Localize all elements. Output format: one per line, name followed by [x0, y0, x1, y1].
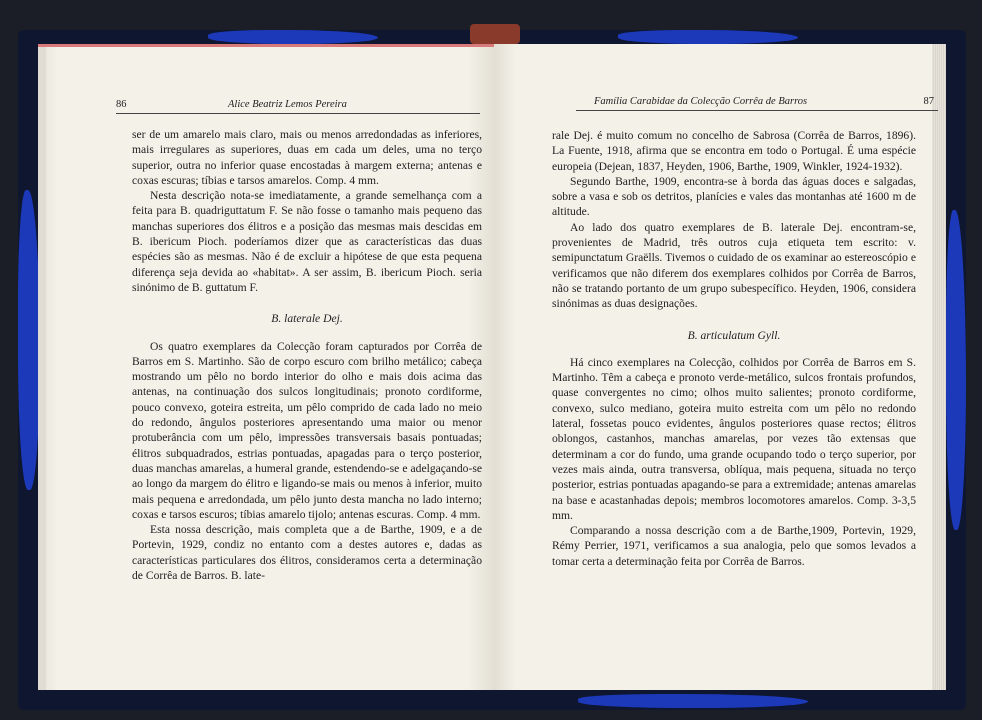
paragraph: ser de um amarelo mais claro, mais ou menos arredondadas as inferiores, mais irregulares as superiores, duas em cada um deles, uma no terço superior, outra no inferior quase encostadas à margem externa; antenas e coxas escuras; tíbias e tarsos amarelos. Comp. 4 mm.: [132, 128, 482, 187]
page-edge: [38, 47, 46, 690]
cover-pattern: [578, 694, 808, 708]
book-spine-top: [470, 24, 520, 44]
running-header: [116, 99, 480, 114]
paragraph: Comparando a nossa descrição com a de Barthe,1909, Portevin, 1929, Rémy Perrier, 1971, verificamos a sua analogia, pelo que somos levados a tomar certa a determinação feita por Corrêa de Barros.: [552, 524, 916, 568]
body-text: [132, 127, 482, 583]
running-head-title: Família Carabidae da Colecção Corrêa de Barros: [594, 96, 808, 107]
paragraph: Esta nossa descrição, mais completa que a de Barthe, 1909, e a de Portevin, 1929, condiz no entanto com a destes autores e, dadas as características particulares dos élitros, consideramos certa a determinação de Corrêa de Barros. B. late-: [132, 523, 482, 583]
paragraph: Há cinco exemplares na Colecção, colhidos por Corrêa de Barros em S. Martinho. Têm a cabeça e pronoto verde-metálico, sulcos frontais profundos, quase convergentes no cimo; olhos muito salientes; pronoto cordiforme, convexo, sulco mediano, goteira muito estreita com um pêlo no redondo lateral, fossetas pouco evidentes, ângulos posteriores quase rectos; élitros oblongos, castanhos, manchas amarelas, por vezes tão extensas que determinam a cor do fundo, uma grande ocupando todo o terço superior, por vezes mais ainda, outra transversa, oblíqua, mais pequena, situada no terço posterior, estrias pontuadas apagando-se para a extremidade; antenas amarelas na base e acastanhadas depois; membros locomotores amarelos. Comp. 3-3,5 mm.: [552, 355, 916, 522]
section-heading: B. laterale Dej.: [271, 312, 343, 326]
paragraph: Segundo Barthe, 1909, encontra-se à borda das águas doces e salgadas, sobre a vasa e sob os detritos, planícies e vales das montanhas até 1600 m de altitude.: [552, 174, 916, 219]
paragraph: Ao lado dos quatro exemplares de B. laterale Dej. encontram-se, provenientes de Madrid, três outros cuja etiqueta tem escrito: v. semipunctatum Graëlls. Tivemos o cuidado de os examinar ao estereoscópio e verificamos que não diferem dos exemplares colhidos por Corrêa de Barros, não se tratando portanto de um grupo subespecífico. Heyden, 1906, considera sinónimas as duas designações.: [552, 220, 916, 311]
paragraph: Os quatro exemplares da Colecção foram capturados por Corrêa de Barros em S. Martinho. São de corpo escuro com brilho metálico; cabeça mostrando um pêlo no bordo interior do olho e mais dois acima das antenas, na continuação dos sulcos longitudinais; pronoto cordiforme, pouco convexo, goteira estreita, um pêlo comprido de cada lado no meio do redondo, ângulos posteriores apresentando uma maior ou menor protuberância com um pêlo, impressões transversais basais pontuadas; élitros subquadrados, estrias pontuadas, apagadas para o terço posterior, duas manchas amarelas, a humeral grande, estendendo-se e adelgaçando-se ao longo da margem do élitro e ligando-se mais ou menos à inferior, muito mais pequena e arredondada, um pêlo junto desta mancha no lado interno; coxas e tarsos escuros; tíbias amarelo tijolo; antenas escuras. Comp. 4 mm.: [132, 339, 482, 521]
paragraph: rale Dej. é muito comum no concelho de Sabrosa (Corrêa de Barros, 1896). La Fuente, 1918, afirma que se encontra em todo o Portugal. É uma espécie europeia (Dejean, 1837, Heyden, 1906, Barthe, 1909, Winkler, 1924-1932).: [552, 129, 916, 173]
paragraph: Nesta descrição nota-se imediatamente, a grande semelhança com a feita para B. quadriguttatum F. Se não fosse o tamanho mais pequeno das manchas superiores dos élitros e a posição das mesmas mais descidas em B. ibericum Pioch. poderíamos dizer que as características das duas espécies são as mesmas. Não é de excluir a hipótese de que esta pequena diferença seja devida ao «habitat». A ser assim, B. ibericum Pioch. seria sinónimo de B. guttatum F.: [132, 189, 482, 294]
cover-pattern: [208, 30, 378, 44]
section-heading: B. articulatum Gyll.: [687, 328, 781, 342]
running-head-title: Alice Beatriz Lemos Pereira: [228, 99, 347, 110]
cover-pattern: [618, 30, 798, 44]
page-number: 87: [923, 96, 934, 107]
left-page: [38, 44, 494, 690]
body-text: [552, 128, 916, 569]
cover-pattern: [18, 190, 40, 490]
cover-pattern: [946, 210, 966, 530]
running-header: [576, 96, 938, 111]
page-edge: [932, 44, 946, 690]
right-page: [494, 44, 946, 690]
page-number: 86: [116, 99, 127, 110]
